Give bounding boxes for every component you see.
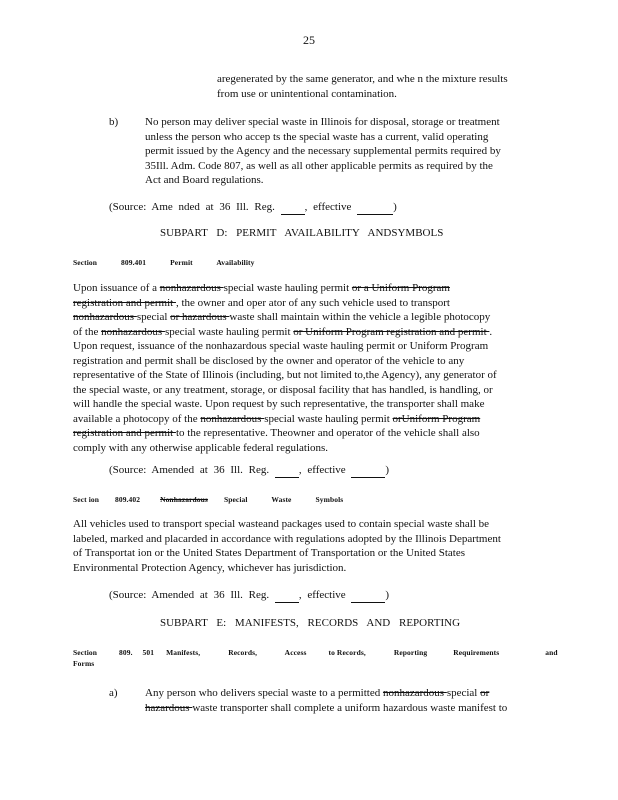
text-line: [73, 296, 533, 311]
source-prefix: (Source: Amended at 36 Ill. Reg.: [109, 464, 270, 476]
blank-line: [275, 592, 299, 603]
heading-word: 501: [142, 648, 155, 657]
source-middle: , effective: [304, 201, 352, 213]
deleted-text: registration and permit: [73, 427, 176, 439]
text-line: [145, 686, 540, 701]
blank-line: [281, 204, 305, 215]
top-fragment: [217, 72, 532, 101]
text-segment: comply with any otherwise applicable federal regulations.: [73, 441, 329, 454]
deleted-text: or hazardous: [170, 311, 230, 323]
deleted-text: nonhazardous: [200, 412, 265, 425]
section-501-heading: [73, 646, 580, 661]
text-line: aregenerated by the same generator, and whe n the mixture results: [217, 73, 508, 85]
blank-line: [351, 467, 385, 478]
heading-word: Manifests,: [166, 648, 201, 657]
text-line: All vehicles used to transport special wasteand packages used to contain special waste shall be: [73, 518, 490, 530]
deleted-text: registration and permit: [73, 296, 176, 309]
text-line: [73, 368, 533, 383]
section-401-heading: [73, 256, 276, 271]
deleted-text: nonhazardous: [73, 311, 137, 323]
item-label-b: b): [109, 116, 119, 128]
deleted-text: nonhazardous: [382, 687, 447, 699]
heading-word: Permit: [170, 258, 193, 267]
deleted-text: orUniform Program: [392, 412, 481, 425]
text-segment: the special waste, or any treatment, storage, or disposal facility that has handled, is handling, or: [73, 383, 493, 396]
text-segment: special waste hauling permit: [164, 325, 294, 338]
deleted-text: hazardous: [145, 701, 193, 714]
text-line: [73, 397, 533, 412]
text-segment: to the representative. Theowner and operator of the vehicle shall also: [175, 427, 480, 439]
text-line: [73, 383, 533, 398]
source-note: [109, 588, 389, 603]
text-line: 35Ill. Adm. Code 807, as well as all other applicable permits as required by the: [145, 159, 493, 172]
text-segment: representative of the State of Illinois (including, but not limited to,the Agency), any generator of: [73, 369, 497, 381]
text-line: Environmental Protection Agency, whichever has jurisdiction.: [73, 561, 347, 574]
blank-line: [357, 204, 393, 215]
text-line: Act and Board regulations.: [145, 174, 264, 186]
source-prefix: (Source: Ame nded at 36 Ill. Reg.: [109, 201, 275, 213]
item-label-a: a): [109, 687, 118, 699]
source-note: [109, 200, 397, 215]
page-number: 25: [303, 33, 315, 47]
heading-word: to Records,: [328, 648, 366, 657]
heading-word: Section: [73, 648, 98, 657]
text-segment: of the: [73, 325, 102, 338]
heading-word: Access: [284, 648, 307, 657]
text-segment: available a photocopy of the: [73, 412, 201, 425]
text-line: permit issued by the Agency and the necessary supplemental permits required by: [145, 145, 501, 157]
heading-word: Section: [73, 258, 98, 267]
heading-word: Nonhazardous: [160, 495, 208, 504]
blank-line: [275, 467, 299, 478]
text-segment: registration and permit shall be disclosed by the owner and operator of the vehicle to any: [73, 354, 465, 367]
deleted-text: nonhazardous: [159, 282, 224, 294]
text-segment: special: [446, 687, 481, 699]
text-line: [73, 339, 533, 354]
text-line: unless the person who accep ts the special waste has a current, valid operating: [145, 130, 489, 143]
blank-line: [351, 592, 385, 603]
text-line: [73, 441, 533, 456]
text-segment: special waste hauling permit: [223, 282, 352, 294]
subpart-d-heading: SUBPART D: PERMIT AVAILABILITY ANDSYMBOLS: [160, 227, 444, 239]
source-middle: , effective: [298, 464, 346, 476]
section-501-heading-cont: Forms: [73, 659, 95, 668]
text-line: [145, 701, 540, 716]
section-401-body: [73, 281, 533, 455]
text-line: of Transportat ion or the United States Department of Transportation or the United States: [73, 547, 465, 559]
text-line: labeled, marked and placarded in accordance with regulations adopted by the Illinois Department: [73, 532, 501, 545]
heading-word: Reporting: [393, 648, 428, 657]
text-segment: waste transporter shall complete a uniform hazardous waste manifest to: [192, 701, 508, 714]
text-line: [73, 412, 533, 427]
item-a-paragraph: [145, 686, 540, 715]
text-segment: Upon request, issuance of the nonhazardous special waste hauling permit or Uniform Program: [73, 340, 489, 352]
subpart-e-heading: SUBPART E: MANIFESTS, RECORDS AND REPORTING: [160, 617, 461, 629]
item-b-paragraph: [145, 115, 540, 188]
text-line: from use or unintentional contamination.: [217, 87, 397, 100]
heading-word: 809.: [119, 648, 133, 657]
text-segment: special waste hauling permit: [264, 412, 393, 425]
heading-word: Availability: [216, 258, 255, 267]
heading-word: Records,: [228, 648, 258, 657]
text-segment: waste shall maintain within the vehicle a legible photocopy: [229, 311, 491, 323]
text-segment: Upon issuance of a: [73, 282, 160, 294]
heading-word: 809.401: [121, 258, 147, 267]
text-segment: , the owner and oper ator of any such vehicle used to transport: [175, 296, 450, 309]
text-line: No person may deliver special waste in Illinois for disposal, storage or treatment: [145, 116, 500, 128]
deleted-text: or: [480, 687, 490, 699]
heading-word: Symbols: [315, 495, 344, 504]
text-line: [73, 310, 533, 325]
text-segment: Any person who delivers special waste to a permitted: [145, 687, 383, 699]
text-segment: special: [136, 311, 171, 323]
heading-word: Special: [223, 495, 248, 504]
heading-word: 809.402: [115, 495, 141, 504]
section-402-heading: [73, 493, 365, 508]
section-402-body: [73, 517, 533, 575]
heading-word: Sect ion: [73, 495, 100, 504]
heading-word: and: [545, 648, 558, 657]
deleted-text: or a Uniform Program: [351, 282, 450, 294]
source-suffix: ): [385, 464, 390, 476]
text-line: [73, 281, 533, 296]
source-suffix: ): [385, 589, 390, 601]
text-line: [73, 325, 533, 340]
source-middle: , effective: [298, 589, 346, 601]
text-segment: will handle the special waste. Upon request by such representative, the transporter shall make: [73, 398, 485, 410]
deleted-text: or Uniform Program registration and permit: [293, 325, 490, 338]
source-suffix: ): [393, 201, 397, 213]
heading-word: Requirements: [453, 648, 500, 657]
text-line: [73, 354, 533, 369]
text-line: [73, 426, 533, 441]
deleted-text: nonhazardous: [101, 325, 165, 338]
heading-word: Waste: [271, 495, 292, 504]
text-segment: .: [489, 325, 493, 338]
source-prefix: (Source: Amended at 36 Ill. Reg.: [109, 589, 270, 601]
source-note: [109, 463, 389, 478]
